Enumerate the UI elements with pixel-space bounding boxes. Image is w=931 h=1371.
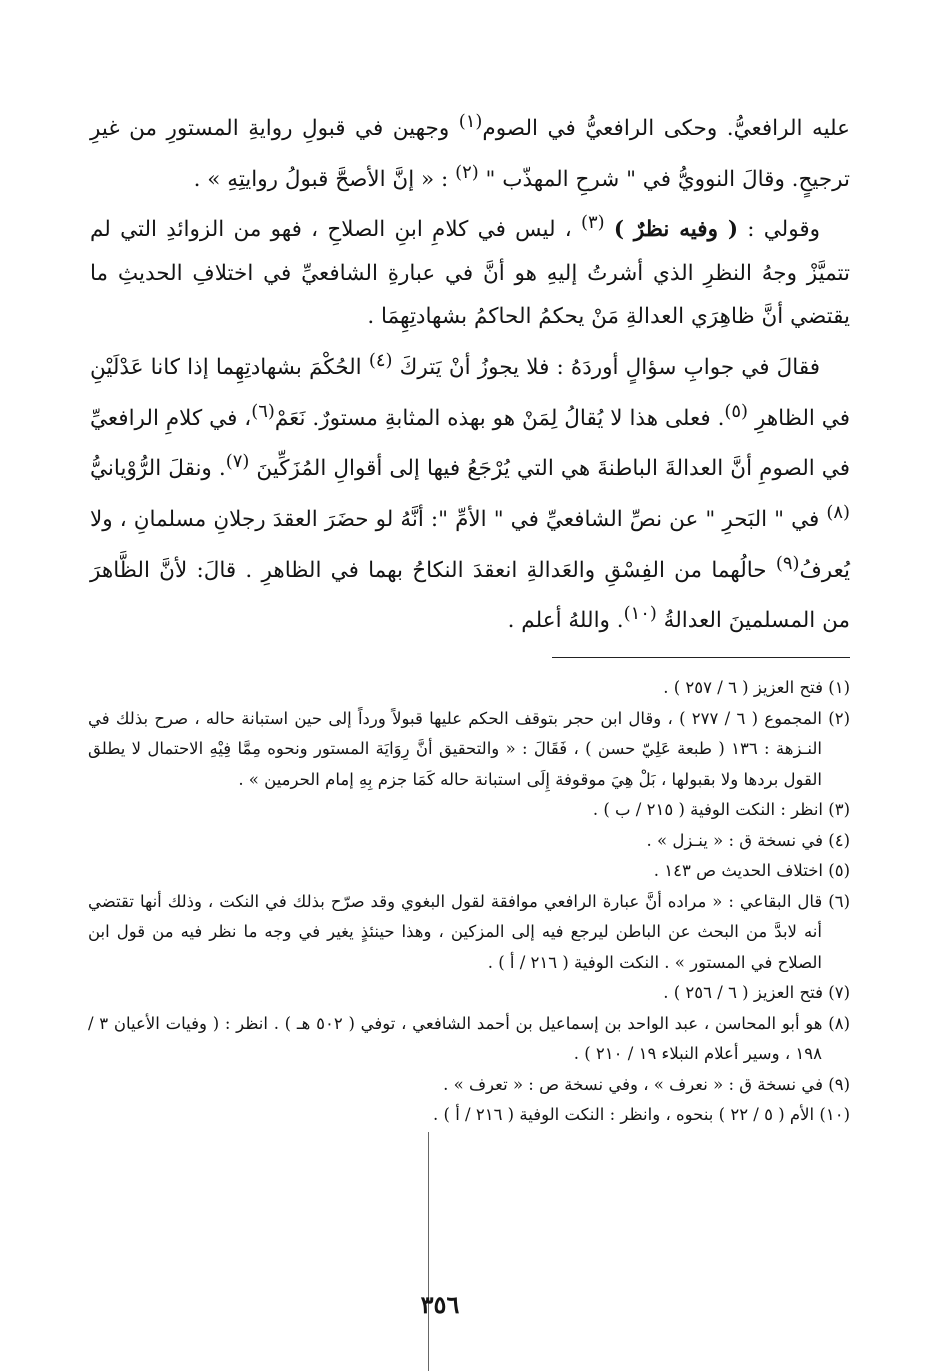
footnote-4	[88, 826, 850, 857]
footnote-10	[88, 1100, 850, 1131]
footnote-text: في نسخة ق : « نعرف » ، وفي نسخة ص : « تعرف » .	[443, 1074, 823, 1094]
bold-phrase: ( وفيه نظرٌ )	[613, 217, 739, 243]
footnote-5	[88, 856, 850, 887]
footnote-number: (٨)	[828, 1013, 850, 1033]
footnote-number: (١)	[828, 678, 850, 697]
footnote-ref: (٧)	[225, 451, 250, 473]
footnote-1	[88, 673, 850, 704]
footnote-number: (٥)	[828, 861, 850, 880]
paragraph-2	[90, 201, 850, 339]
footnote-8	[88, 1009, 850, 1070]
footnote-9	[88, 1070, 850, 1101]
footnote-ref: (٤)	[368, 349, 393, 371]
footnote-7	[88, 978, 850, 1009]
text-segment	[605, 217, 614, 242]
paragraph-3	[90, 339, 850, 643]
footnote-ref: (٨)	[826, 501, 850, 523]
text-segment: وقولي :	[738, 217, 820, 243]
footnote-ref: (٣)	[580, 212, 605, 234]
text-segment: فقالَ في جوابِ سؤالٍ أوردَهُ : فلا يجوزُ أنْ يَتركَ	[392, 355, 820, 381]
footnote-number: (٣)	[828, 800, 850, 819]
footnote-number: (١٠)	[819, 1105, 850, 1124]
footnotes	[88, 673, 850, 1131]
footnote-ref: (٢)	[455, 161, 479, 183]
footnote-3	[88, 795, 850, 826]
text-segment: . فعلى هذا لا يُقالُ لِمَنْ هو بهذه المثابةِ مستورٌ. نَعَمْ	[274, 405, 725, 431]
footnote-text: انظر : النكت الوفية ( ٢١٥ / ب ) .	[592, 800, 823, 819]
text-segment: . واللهُ أعلم .	[507, 608, 624, 634]
footnote-separator	[552, 657, 850, 658]
footnote-number: (٤)	[828, 830, 850, 850]
footnote-text: هو أبو المحاسن ، عبد الواحد بن إسماعيل بن أحمد الشافعي ، توفي ( ٥٠٢ هـ ) . انظر : ( وفيات الأعيان ٣ / ١٩٨ ، وسير أعلام النبلاء ١٩ / ٢١٠ ) .	[88, 1013, 823, 1063]
footnote-text: فتح العزيز ( ٦ / ٢٥٦ ) .	[663, 983, 823, 1002]
footnote-text: فتح العزيز ( ٦ / ٢٥٧ ) .	[663, 678, 823, 697]
text-segment: الحُكْمَ بشهادتِهِما إذا كانا عَدْلَيْنِ في الظاهرِ	[90, 355, 850, 431]
page-number: ٣٥٦	[420, 1290, 460, 1319]
text-segment: ، في كلامِ الرافعيِّ في الصومِ أنَّ العدالةَ الباطنةَ هي التي يُرْجَعُ فيها إلى أقوالِ المُزَكِّينَ	[90, 405, 850, 482]
text-segment: في " البَحرِ " عن نصِّ الشافعيِّ في " الأمِّ ": أنَّهُ لو حضَرَ العقدَ رجلانِ مسلمانِ ، ولا يُعرفُ	[90, 507, 850, 583]
paragraph-1	[90, 100, 850, 201]
footnote-ref: (١)	[458, 111, 483, 132]
footnote-ref: (٥)	[724, 400, 749, 422]
text-segment: ، ليس في كلامِ ابنِ الصلاحِ ، فهو من الزوائدِ التي لم تتميَّزْ وجهُ النظرِ الذي أشرتُ إليهِ هو أنَّ في عبارةِ الشافعيِّ في اختلافِ الحديثِ ما يقتضي أنَّ ظاهِرَي العدالةِ مَنْ يحكمُ الحاكمُ بشهادتِهِمَا .	[90, 217, 850, 330]
main-text	[90, 100, 850, 643]
scan-artifact-line	[428, 1132, 429, 1371]
footnote-2	[88, 704, 850, 796]
footnote-6	[88, 887, 850, 979]
text-segment: وجهين في قبولِ روايةِ المستورِ من غيرِ ترجيحٍ. وقالَ النوويُّ في " شرحِ المهذّب "	[90, 116, 850, 192]
text-segment: حالُهما من الفِسْقِ والعَدالةِ انعقدَ النكاحُ بهما في الظاهرِ . قالَ: لأنَّ الظَّاهرَ من المسلمينَ العدالةُ	[90, 557, 850, 634]
footnote-number: (٩)	[828, 1074, 850, 1094]
footnote-text: اختلاف الحديث ص ١٤٣ .	[653, 861, 823, 880]
footnote-text: المجموع ( ٦ / ٢٧٧ ) ، وقال ابن حجر بتوقف الحكم عليها قبولاً ورداً إلى حين استبانة حاله ، صرح بذلك في النـزهة : ١٣٦ ( طبعة عَلِيّ حسن ) ، فَقَالَ : « والتحقيق أنَّ رِوَايَة المستور ونحوه مِمَّا فِيْهِ الاحتمال لا يطلق القول بردها ولا بقبولها ، بَلْ هِيَ موقوفة إِلَى استبانة حاله كَمَا جزم بِهِ إمام الحرمين » .	[88, 708, 822, 789]
text-segment: عليه الرافعيُّ. وحكى الرافعيُّ في الصوم	[482, 116, 851, 142]
footnote-ref: (٦)	[251, 400, 275, 422]
footnote-number: (٧)	[828, 983, 850, 1002]
footnote-ref: (٩)	[775, 552, 800, 574]
text-segment: . ونقلَ الرُّوْيانيُّ	[90, 456, 226, 482]
footnote-number: (٢)	[828, 708, 850, 728]
text-segment: : « إنَّ الأصحَّ قبولُ روايتِهِ » .	[193, 166, 456, 192]
footnote-text: في نسخة ق : « ينـزل » .	[646, 830, 823, 850]
footnote-text: قال البقاعي : « مراده أنَّ عبارة الرافعي موافقة لقول البغوي وقد صرّح بذلك في النكت ، وذلك أنها تقتضي أنه لابدَّ من البحث عن الباطن ليرجع فيه إلى المزكين ، وهذا حينئذٍ يغير في وجه ما نظر فيه من قول ابن الصلاح في المستور » . النكت الوفية ( ٢١٦ / أ ) .	[88, 891, 823, 972]
footnote-text: الأم ( ٥ / ٢٢ ) بنحوه ، وانظر : النكت الوفية ( ٢١٦ / أ ) .	[433, 1105, 815, 1124]
footnote-number: (٦)	[828, 891, 850, 911]
footnote-ref: (١٠)	[623, 603, 657, 625]
